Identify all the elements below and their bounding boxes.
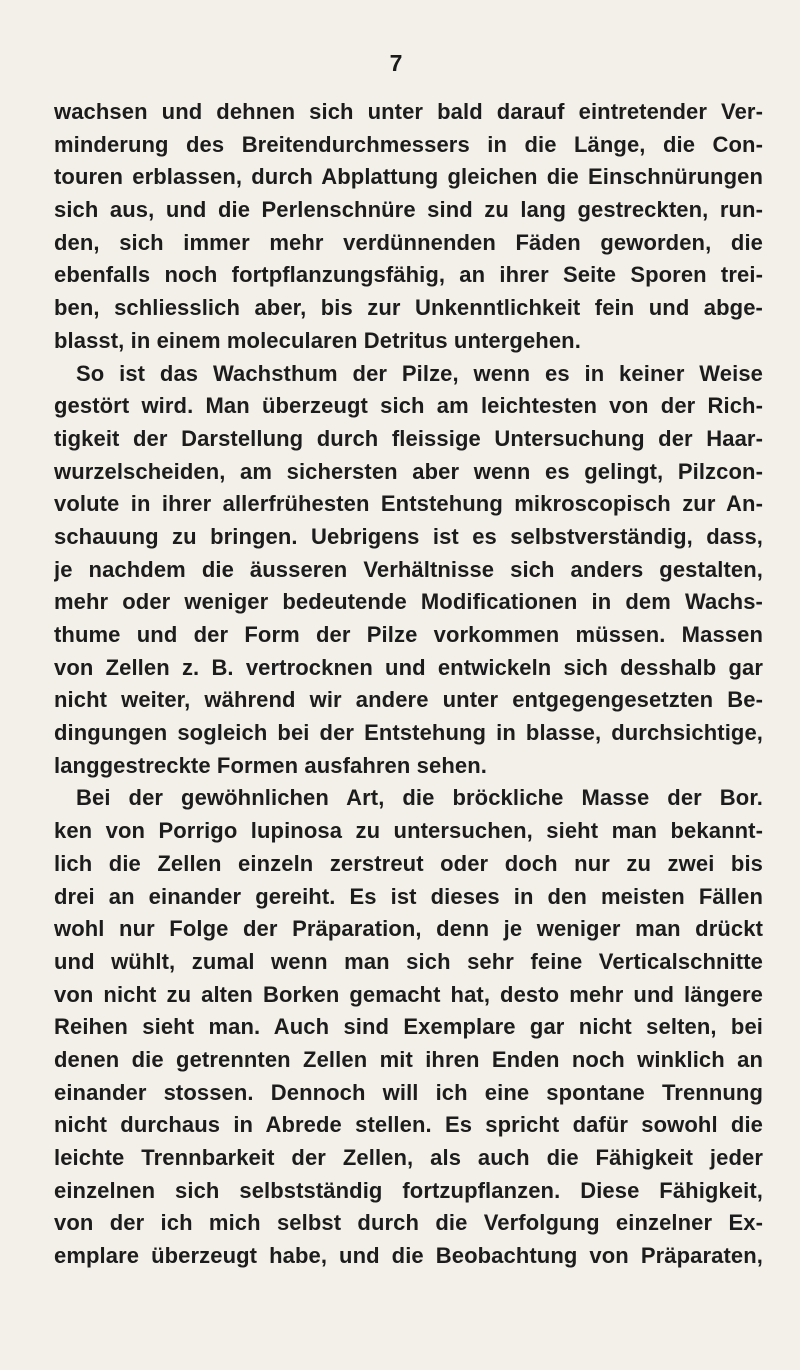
text-line: Bei der gewöhnlichen Art, die bröckliche Masse der Bor.	[76, 785, 763, 811]
text-line: wohl nur Folge der Präparation, denn je weniger man drückt	[54, 916, 763, 942]
text-line: volute in ihrer allerfrühesten Entstehung mikroscopisch zur An-	[54, 491, 763, 517]
text-line: sich aus, und die Perlenschnüre sind zu lang gestreckten, run-	[54, 197, 763, 223]
text-line: mehr oder weniger bedeutende Modificationen in dem Wachs-	[54, 589, 763, 615]
text-line: thume und der Form der Pilze vorkommen müssen. Massen	[54, 622, 763, 647]
text-line: dingungen sogleich bei der Entstehung in blasse, durchsichtige,	[54, 720, 763, 746]
text-line: minderung des Breitendurchmessers in die Länge, die Con-	[54, 131, 763, 157]
text-line: Reihen sieht man. Auch sind Exemplare gar nicht selten, bei	[54, 1014, 763, 1040]
text-line: einzelnen sich selbstständig fortzupflanzen. Diese Fähigkeit,	[54, 1177, 763, 1203]
text-line: leichte Trennbarkeit der Zellen, als auch die Fähigkeit jeder	[54, 1145, 763, 1170]
text-line: je nachdem die äusseren Verhältnisse sich anders gestalten,	[54, 556, 763, 582]
text-line: von der ich mich selbst durch die Verfolgung einzelner Ex-	[54, 1210, 763, 1236]
text-line: wachsen und dehnen sich unter bald darauf eintretender Ver-	[54, 99, 763, 124]
text-line: drei an einander gereiht. Es ist dieses in den meisten Fällen	[54, 883, 763, 909]
text-line: ken von Porrigo lupinosa zu untersuchen, sieht man bekannt-	[54, 818, 763, 844]
text-line: langgestreckte Formen ausfahren sehen.	[54, 752, 487, 778]
body-text	[54, 96, 763, 1273]
text-line: blasst, in einem molecularen Detritus untergehen.	[54, 327, 581, 353]
text-line: nicht durchaus in Abrede stellen. Es spricht dafür sowohl die	[54, 1112, 763, 1138]
text-line: tigkeit der Darstellung durch fleissige Untersuchung der Haar-	[54, 425, 763, 451]
text-line: nicht weiter, während wir andere unter entgegengesetzten Be-	[54, 687, 763, 713]
text-line: ebenfalls noch fortpflanzungsfähig, an ihrer Seite Sporen trei-	[54, 262, 763, 288]
text-line: einander stossen. Dennoch will ich eine spontane Trennung	[54, 1079, 763, 1105]
text-line: von nicht zu alten Borken gemacht hat, desto mehr und längere	[54, 981, 763, 1007]
text-line: touren erblassen, durch Abplattung gleichen die Einschnürungen	[54, 164, 763, 190]
text-line: wurzelscheiden, am sichersten aber wenn es gelingt, Pilzcon-	[54, 458, 763, 484]
text-line: ben, schliesslich aber, bis zur Unkenntlichkeit fein und abge-	[54, 295, 763, 321]
text-line: denen die getrennten Zellen mit ihren Enden noch winklich an	[54, 1046, 763, 1072]
text-line: gestört wird. Man überzeugt sich am leichtesten von der Rich-	[54, 393, 763, 419]
text-line: den, sich immer mehr verdünnenden Fäden geworden, die	[54, 229, 763, 255]
text-line: schauung zu bringen. Uebrigens ist es selbstverständig, dass,	[54, 523, 763, 549]
page-number: 7	[389, 50, 403, 76]
text-line: So ist das Wachsthum der Pilze, wenn es in keiner Weise	[76, 360, 763, 386]
text-line: lich die Zellen einzeln zerstreut oder doch nur zu zwei bis	[54, 850, 763, 876]
text-line: von Zellen z. B. vertrocknen und entwickeln sich desshalb gar	[54, 654, 763, 680]
text-line: und wühlt, zumal wenn man sich sehr feine Verticalschnitte	[54, 948, 763, 974]
text-line: emplare überzeugt habe, und die Beobachtung von Präparaten,	[54, 1243, 763, 1269]
